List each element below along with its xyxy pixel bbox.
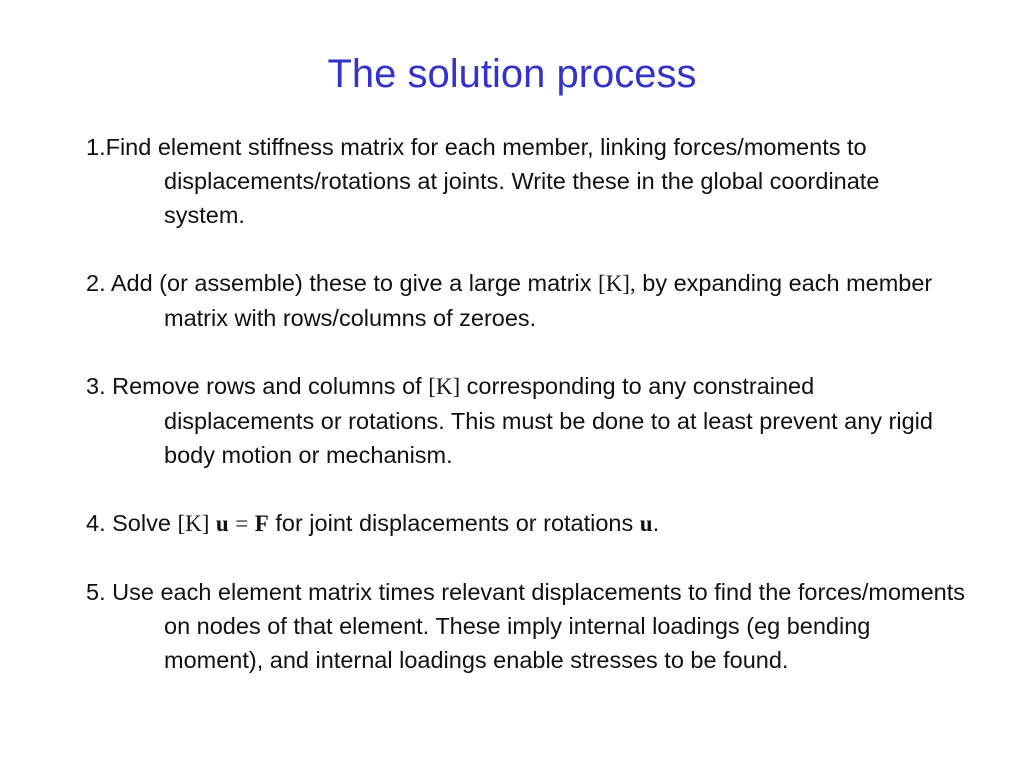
matrix-k-symbol: [K] bbox=[428, 374, 461, 399]
step-5 bbox=[86, 575, 966, 677]
step-5-text: 5. Use each element matrix times relevant displacements to find the forces/moments on nodes of that element. These imply internal loadings (eg bending moment), and internal loadings enable stresses to be found. bbox=[86, 579, 966, 673]
displacement-vector-u: u bbox=[215, 511, 229, 536]
slide-title: The solution process bbox=[327, 52, 697, 96]
equals-sign: = bbox=[235, 511, 249, 536]
step-2 bbox=[86, 266, 966, 335]
step-3-post: corresponding to any constrained displacements or rotations. This must be done to at least prevent any rigid body motion or mechanism. bbox=[164, 373, 933, 468]
step-1 bbox=[86, 130, 966, 232]
matrix-k-symbol: [K] bbox=[177, 511, 210, 536]
step-4-post: for joint displacements or rotations bbox=[268, 510, 640, 536]
step-3 bbox=[86, 369, 966, 472]
step-2-pre: 2. Add (or assemble) these to give a large matrix bbox=[86, 270, 599, 296]
step-4 bbox=[86, 506, 966, 541]
matrix-k-symbol: [K] bbox=[598, 271, 630, 296]
step-3-pre: 3. Remove rows and columns of bbox=[86, 373, 429, 399]
step-4-pre: 4. Solve bbox=[86, 510, 178, 536]
displacement-vector-u: u bbox=[639, 511, 653, 536]
step-1-text: 1.Find element stiffness matrix for each member, linking forces/moments to displacements/rotations at joints. Write these in the global coordinate system. bbox=[86, 134, 880, 228]
force-vector-f: F bbox=[254, 511, 269, 536]
step-4-end: . bbox=[652, 510, 660, 536]
step-2-post: by expanding each member matrix with rows/columns of zeroes. bbox=[164, 270, 933, 331]
step-2-comma: , bbox=[629, 271, 636, 296]
step-list bbox=[86, 130, 966, 677]
